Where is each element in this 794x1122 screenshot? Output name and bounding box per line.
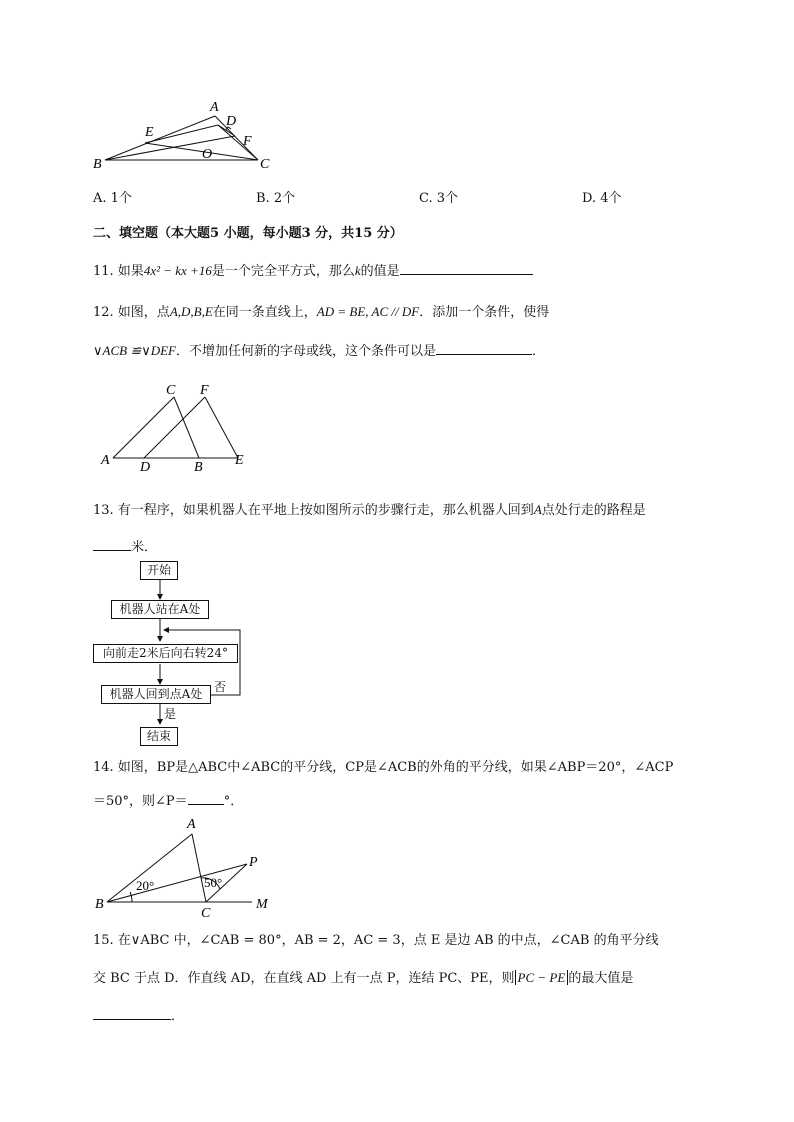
q11-k: k [354,263,361,278]
q15-suffix: 的最大值是 [568,971,634,986]
flow-back-box: 机器人回到点A处 [101,685,211,704]
fig10-label-B: B [93,157,102,172]
fig14-label-P: P [249,855,258,870]
q13-text: 13. 有一程序，如果机器人在平地上按如图所示的步骤行走，那么机器人回到 [93,503,534,518]
q11-prefix: 11. 如果 [93,264,144,279]
q13-A: A [533,502,542,517]
flow-stand-box: 机器人站在A处 [111,600,209,619]
question-12-line2 [93,340,545,359]
flow-yes-label: 是 [164,707,177,721]
q13-suffix: 点处行走的路程是 [541,503,646,518]
fig10-label-E: E [145,125,154,140]
option-a: A. 1个 [93,191,132,206]
q15-period: ． [171,1009,185,1024]
option-d: D. 4个 [582,191,622,206]
q15-prefix: 交 BC 于点 D．作直线 AD，在直线 AD 上有一点 P，连结 PC、PE，则 [93,971,515,986]
q10-figure [90,98,290,178]
question-15-line1: 15. 在∨ABC 中，∠CAB = 80°，AB = 2，AC = 3，点 E 是边 AB 的中点，∠CAB 的角平分线 [93,933,659,948]
q14-suffix: °． [223,794,244,809]
fig12-label-E: E [235,453,244,468]
flow-start-box: 开始 [140,561,178,580]
fig10-label-O: O [202,147,213,162]
fig12-label-C: C [166,383,176,398]
fig12-label-B: B [194,460,203,472]
question-14-line1: 14. 如图，BP是△ABC中∠ABC的平分线，CP是∠ACB的外角的平分线，如果∠ABP＝20°，∠ACP [93,760,674,775]
flow-end-box: 结束 [140,727,178,746]
q11-mid: 是一个完全平方式，那么 [211,264,355,279]
q14-figure [92,812,282,922]
q14-prefix: ＝50°，则∠P＝ [93,794,188,809]
section-title: 二、填空题（本大题5 小题，每小题3 分，共15 分） [93,226,403,241]
question-12-line1 [93,301,549,320]
q12-mid: 在同一条直线上， [212,305,317,320]
q12-figure [98,380,258,472]
q12-prefix: 12. 如图，点 [93,305,170,320]
fig12-label-A: A [101,453,110,468]
q11-expression: 4x² − kx +16 [143,263,212,278]
q15-abs-expression: PC − PE [515,970,569,985]
q14-answer-blank[interactable] [188,790,224,805]
q12-condition: AD = BE, AC // DF [316,304,420,319]
flow-walk-box: 向前走2米后向右转24° [93,644,238,663]
option-c: C. 3个 [419,191,459,206]
fig14-label-B: B [95,897,104,912]
q15-answer-blank[interactable] [93,1005,171,1020]
question-11 [93,260,533,279]
fig10-label-F: F [243,134,252,149]
question-14-line2 [93,790,243,809]
fig14-label-M: M [256,897,268,912]
fig10-label-D: D [226,114,237,129]
flow-no-label: 否 [214,680,227,694]
q12-line2-suffix: ．不增加任何新的字母或线，这个条件可以是 [176,344,437,359]
q12-congruence: ∨ACB ≌∨DEF [93,343,176,358]
q12-period: ． [532,344,546,359]
fig14-angle-50: 50° [204,875,223,890]
fig14-label-C: C [201,906,211,921]
question-15-line2 [93,967,633,986]
fig14-angle-20: 20° [136,878,155,893]
fig14-label-A: A [187,817,196,832]
fig10-label-A: A [210,100,219,115]
fig10-label-C: C [260,157,270,172]
fig12-label-F: F [200,383,209,398]
option-b: B. 2个 [256,191,296,206]
q11-suffix: 的值是 [360,264,400,279]
question-13-line2 [93,536,157,555]
q12-answer-blank[interactable] [436,340,532,355]
q13-unit: 米． [131,540,158,555]
q12-points: A,D,B,E [169,304,213,319]
q12-suffix: ．添加一个条件，使得 [419,305,550,320]
question-15-line3 [93,1005,184,1024]
q11-answer-blank[interactable] [400,260,533,275]
fig12-label-D: D [140,460,151,472]
q13-answer-blank[interactable] [93,536,131,551]
question-13-line1 [93,499,646,518]
